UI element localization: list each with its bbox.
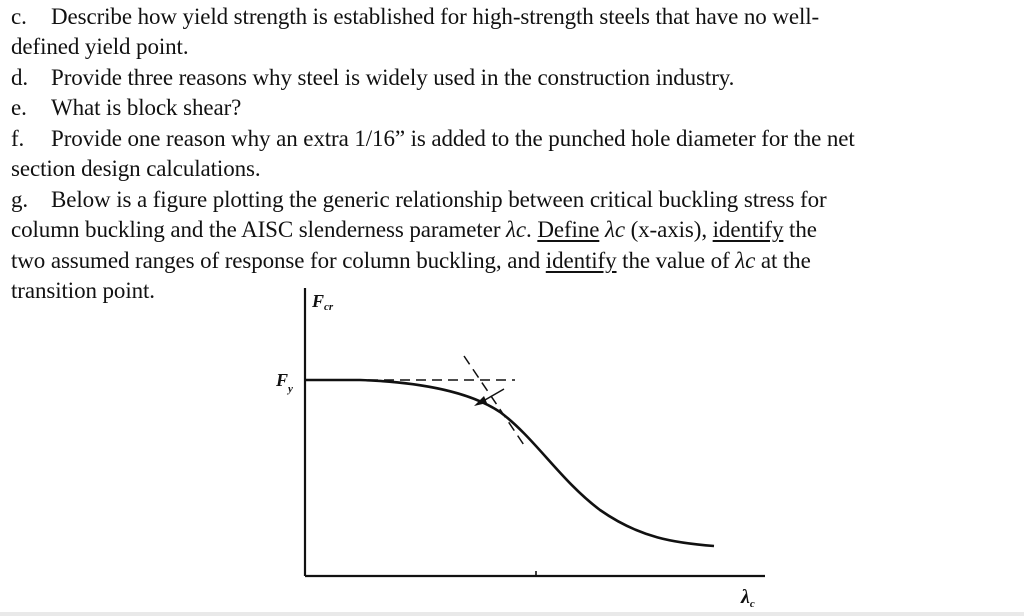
- question-g-label: g.: [11, 187, 29, 212]
- lambda-c-symbol: λc: [604, 217, 625, 242]
- question-g-line4: [11, 276, 155, 306]
- question-g-line3-b: the value of: [616, 248, 736, 273]
- question-e-text: What is block shear?: [51, 95, 242, 120]
- identify-underlined: identify: [545, 248, 617, 273]
- x-axis-label: $\lambda_c$: [741, 586, 755, 610]
- define-underlined: Define: [537, 217, 600, 242]
- question-g-text-line4: transition point.: [11, 278, 155, 303]
- transition-arrow: [478, 389, 504, 404]
- buckling-curve: [305, 380, 714, 546]
- question-c: [11, 2, 819, 32]
- question-f-text-line2: section design calculations.: [11, 156, 261, 181]
- identify-underlined: identify: [712, 217, 784, 242]
- question-d-text: Provide three reasons why steel is widely used in the construction industry.: [51, 65, 735, 90]
- question-g: [11, 185, 827, 215]
- question-g-line2-a: column buckling and the AISC slenderness parameter: [11, 217, 507, 242]
- question-f: [11, 124, 855, 154]
- transition-arrowhead: [474, 396, 487, 406]
- question-g-line2: [11, 215, 817, 245]
- question-g-line2-d: (x-axis),: [624, 217, 713, 242]
- question-g-line2-b: .: [526, 217, 538, 242]
- euler-dashed-line: [464, 356, 526, 448]
- question-e-label: e.: [11, 95, 27, 120]
- question-f-label: f.: [11, 126, 25, 151]
- question-g-line3-a: two assumed ranges of response for column buckling, and: [11, 248, 546, 273]
- lambda-c-symbol: λc: [735, 248, 756, 273]
- question-c-line2: [11, 32, 189, 62]
- question-c-text-line2: defined yield point.: [11, 34, 189, 59]
- question-f-text-line1: Provide one reason why an extra 1/16” is added to the punched hole diameter for the net: [51, 126, 855, 151]
- question-g-text-line1: Below is a figure plotting the generic relationship between critical buckling stress for: [51, 187, 827, 212]
- question-c-label: c.: [11, 4, 27, 29]
- bottom-divider: [0, 612, 1024, 616]
- question-d-label: d.: [11, 65, 29, 90]
- y-tick-label-fy: $F_y$: [276, 370, 293, 395]
- question-d: [11, 63, 734, 93]
- question-e: [11, 93, 241, 123]
- question-f-line2: [11, 154, 261, 184]
- y-axis-label: Fcr: [312, 291, 334, 313]
- question-g-line3-c: at the: [755, 248, 811, 273]
- question-g-line3: [11, 246, 811, 276]
- question-c-text-line1: Describe how yield strength is established for high-strength steels that have no well-: [51, 4, 820, 29]
- question-g-line2-e: the: [783, 217, 817, 242]
- lambda-c-symbol: λc: [506, 217, 527, 242]
